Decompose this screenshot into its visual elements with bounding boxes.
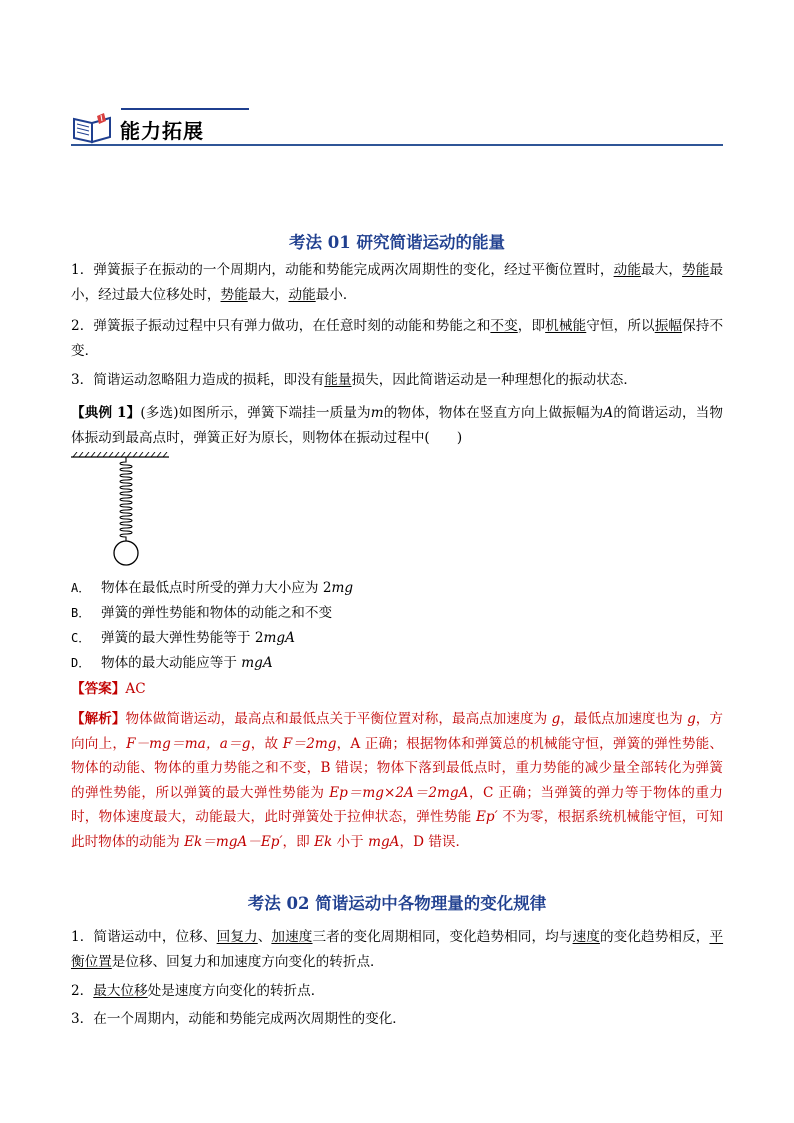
book-icon xyxy=(71,112,115,144)
section2-point-2: 2．最大位移处是速度方向变化的转折点． xyxy=(71,983,325,999)
section2-point-1: 1．简谐运动中，位移、回复力、加速度三者的变化周期相同，变化趋势相同，均与速度的变化趋势相反，平衡位置是位移、回复力和加速度方向变化的转折点． xyxy=(71,929,724,970)
example-question: 【典例 1】(多选)如图所示，弹簧下端挂一质量为m的物体，物体在竖直方向上做振幅为A的简谐运动，当物体振动到最高点时，弹簧正好为原长，则物体在振动过程中( ) xyxy=(71,405,723,446)
section-header xyxy=(71,106,723,148)
header-top-line xyxy=(121,108,249,110)
spring-diagram xyxy=(71,452,171,568)
option-d: D． 物体的最大动能应等于 mgA xyxy=(71,655,273,671)
section1-point-3: 3．简谐运动忽略阻力造成的损耗，即没有能量损失，因此简谐运动是一种理想化的振动状态． xyxy=(71,372,637,388)
section1-title: 考法 01 研究简谐运动的能量 xyxy=(289,233,505,252)
ceiling-support xyxy=(71,452,169,457)
spring-coil xyxy=(120,457,132,542)
header-rule xyxy=(71,144,723,146)
option-a: A． 物体在最低点时所受的弹力大小应为 2mg xyxy=(71,580,354,596)
answer-line: 【答案】AC xyxy=(71,681,146,697)
analysis: 【解析】物体做简谐运动，最高点和最低点关于平衡位置对称，最高点加速度为 g，最低点加速度也为 g，方向向上，F－mg＝ma，a＝g，故 F＝2mg，A 正确；根据物体和弹簧总的机械能守恒，弹簧的弹性势能、物体的动能、物体的重力势能之和不变，B 错误；物体下落到最低点时，重力势能的减少量全部转化为弹簧的弹性势能，所以弹簧的最大弹性势能为 Ep＝mg×2A＝2mgA，C 正确；当弹簧的弹力等于物体的重力时，物体速度最大，动能最大，此时弹簧处于拉伸状态，弹性势能 Ep′ 不为零，根据系统机械能守恒，可知此时物体的动能为 Ek＝mgA－Ep′，即 Ek 小于 mgA，D 错误． xyxy=(71,711,724,850)
section1-point-2: 2．弹簧振子振动过程中只有弹力做功，在任意时刻的动能和势能之和不变，即机械能守恒，所以振幅保持不变． xyxy=(71,318,724,359)
option-c: C． 弹簧的最大弹性势能等于 2mgA xyxy=(71,630,295,646)
section2-title: 考法 02 简谐运动中各物理量的变化规律 xyxy=(247,894,547,913)
section2-point-3: 3．在一个周期内，动能和势能完成两次周期性的变化． xyxy=(71,1011,406,1027)
hanging-mass-ball xyxy=(114,541,138,565)
header-title: 能力拓展 xyxy=(120,119,204,143)
option-b: B． 弹簧的弹性势能和物体的动能之和不变 xyxy=(71,605,333,621)
section1-point-1: 1．弹簧振子在振动的一个周期内，动能和势能完成两次周期性的变化，经过平衡位置时，动能最大，势能最小，经过最大位移处时，势能最大，动能最小． xyxy=(71,262,724,303)
